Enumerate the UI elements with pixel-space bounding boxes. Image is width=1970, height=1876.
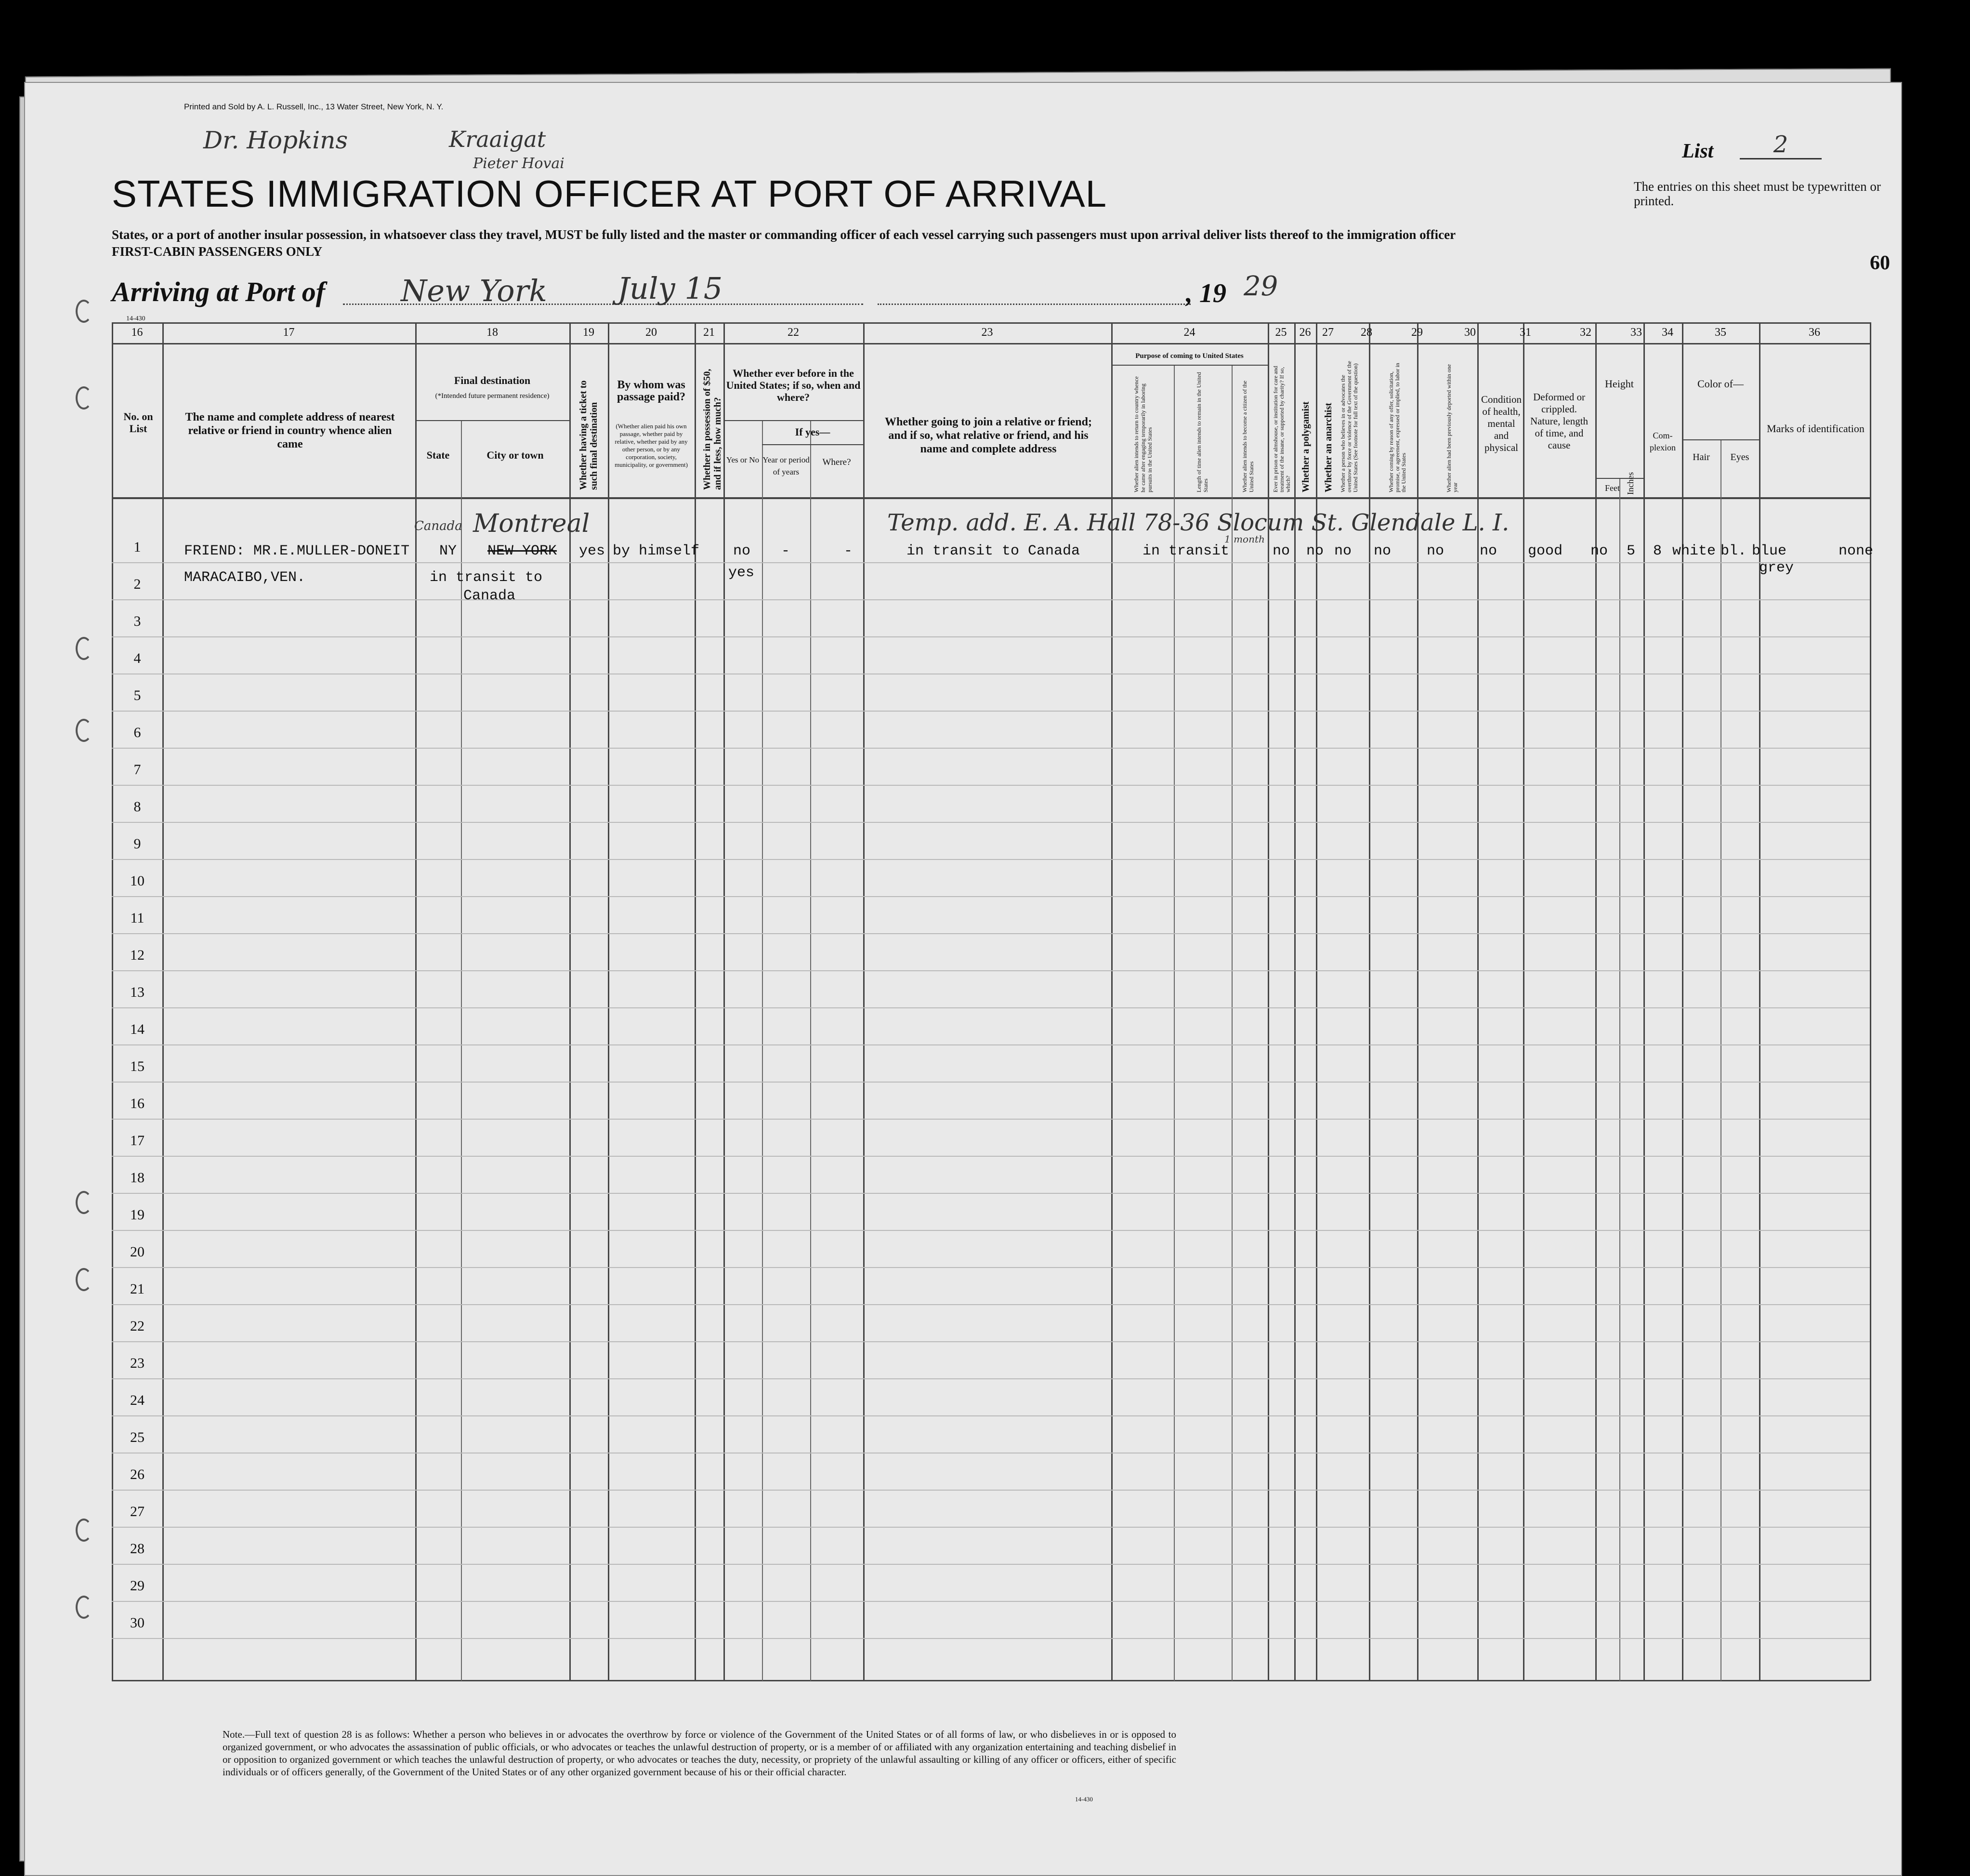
year-prefix: , 19 bbox=[1186, 278, 1226, 308]
arrival-date: July 15 bbox=[617, 271, 723, 306]
state-value: NY bbox=[439, 543, 457, 559]
row-number: 25 bbox=[130, 1429, 144, 1445]
state-handwritten: Canada bbox=[414, 519, 462, 533]
column-number: 30 bbox=[1464, 326, 1476, 339]
c29-value: no bbox=[1427, 543, 1445, 559]
possession-value: no bbox=[733, 543, 751, 559]
join-value: in transit to Canada bbox=[906, 543, 1080, 559]
name-annotation: Kraaigat bbox=[449, 126, 546, 152]
header-condition: Condition of health, mental and physical bbox=[1481, 394, 1522, 453]
row-number: 22 bbox=[130, 1318, 144, 1334]
row-line bbox=[112, 1007, 1870, 1008]
row-number: 11 bbox=[130, 910, 144, 926]
row-number: 3 bbox=[133, 613, 141, 629]
typewritten-note: The entries on this sheet must be typewritten or printed. bbox=[1634, 179, 1881, 208]
page-title: STATES IMMIGRATION OFFICER AT PORT OF ARRIVAL bbox=[112, 172, 1107, 215]
table-top-border bbox=[112, 322, 1870, 324]
c27-value: no bbox=[1334, 543, 1352, 559]
header-by-whom-paid: By whom was passage paid? bbox=[617, 379, 686, 403]
column-line bbox=[1643, 322, 1645, 1681]
header-join-relative: Whether going to join a relative or friend; and if so, what relative or friend, and his name and complete address bbox=[885, 416, 1092, 455]
column-number: 18 bbox=[486, 326, 498, 339]
binder-hole bbox=[76, 386, 92, 410]
printer-line: Printed and Sold by A. L. Russell, Inc., 13 Water Street, New York, N. Y. bbox=[184, 102, 444, 111]
column-number: 34 bbox=[1662, 326, 1673, 339]
header-contract: Whether coming by reason of any offer, solicitation, promise, or agreement, expressed or implied, to labor in the United States bbox=[1388, 363, 1407, 492]
header-marks: Marks of identification bbox=[1767, 423, 1865, 435]
marks-value: none bbox=[1839, 543, 1874, 559]
arriving-label: Arriving at Port of bbox=[112, 276, 326, 307]
c26-value: no bbox=[1306, 543, 1324, 559]
header-nearest-relative: The name and complete address of nearest relative or friend in country whence alien came bbox=[185, 411, 395, 450]
header-state: State bbox=[426, 449, 450, 461]
column-line bbox=[1595, 322, 1597, 1681]
header-complexion: Com-plexion bbox=[1650, 431, 1676, 452]
header-anarchist: Whether an anarchist bbox=[1323, 403, 1334, 492]
row-line bbox=[112, 1638, 1870, 1639]
footer-code: 14-430 bbox=[1075, 1796, 1093, 1803]
header-polygamist: Whether a polygamist bbox=[1300, 401, 1311, 492]
row-number: 19 bbox=[130, 1207, 144, 1223]
possession-value-2: yes bbox=[728, 565, 755, 581]
header-purpose: Purpose of coming to United States bbox=[1135, 352, 1244, 360]
header-by-whom-note: (Whether alien paid his own passage, whether paid by relative, whether paid by any other person, or by any corporation, society, municipality, or government) bbox=[615, 423, 688, 468]
row-number: 27 bbox=[130, 1504, 144, 1519]
header-no-on-list: No. on List bbox=[123, 410, 153, 435]
row-line bbox=[112, 1156, 1870, 1157]
row-number: 5 bbox=[133, 687, 141, 703]
row-line bbox=[112, 1490, 1870, 1491]
row-number: 24 bbox=[130, 1392, 144, 1408]
row-line bbox=[112, 1230, 1870, 1231]
name-annotation-2: Pieter Hovai bbox=[473, 155, 565, 172]
table-bottom-border bbox=[112, 1680, 1870, 1681]
column-line bbox=[863, 322, 865, 1681]
binder-hole bbox=[76, 1596, 92, 1619]
column-number: 19 bbox=[583, 326, 594, 339]
column-number: 24 bbox=[1183, 326, 1195, 339]
row-line bbox=[112, 562, 1870, 563]
row-number: 17 bbox=[130, 1133, 144, 1149]
city-line-2: in transit to bbox=[430, 569, 543, 586]
column-line bbox=[1759, 322, 1760, 1681]
column-line bbox=[1720, 439, 1721, 1681]
manifest-sheet bbox=[24, 82, 1902, 1876]
header-color-of: Color of— bbox=[1697, 378, 1744, 390]
header-purpose-b: Length of time alien intends to remain in the United States bbox=[1195, 372, 1209, 492]
header-possession-50: Whether in possession of $50, and if less, how much? bbox=[702, 369, 723, 490]
header-overthrow: Whether a person who believes in or advocates the overthrow by force or violence of the Government of the United States (See footnote for full text of the question) bbox=[1340, 361, 1359, 492]
deformed-value: no bbox=[1590, 543, 1608, 559]
header-eyes: Eyes bbox=[1730, 452, 1749, 462]
column-number: 26 bbox=[1299, 326, 1311, 339]
row-line bbox=[112, 748, 1870, 749]
row-number: 14 bbox=[130, 1021, 144, 1037]
row-line bbox=[112, 1527, 1870, 1528]
binder-hole bbox=[76, 1268, 92, 1291]
form-code: 14-430 bbox=[126, 315, 145, 322]
city-struck: NEW YORK bbox=[487, 543, 557, 559]
row-number: 20 bbox=[130, 1244, 144, 1260]
column-number: 21 bbox=[703, 326, 715, 339]
row-line bbox=[112, 1415, 1870, 1416]
column-number: 32 bbox=[1580, 326, 1591, 339]
city-handwritten: Montreal bbox=[473, 509, 590, 538]
column-line bbox=[1682, 322, 1683, 1681]
header-deported: Whether alien had been previously deported within one year bbox=[1445, 364, 1458, 492]
inches-value: 8 bbox=[1653, 543, 1662, 559]
row-number: 9 bbox=[133, 836, 141, 852]
binder-hole bbox=[76, 1191, 92, 1214]
subheader-line bbox=[1682, 439, 1759, 440]
row-number: 23 bbox=[130, 1355, 144, 1371]
row-line bbox=[112, 711, 1870, 712]
row-line bbox=[112, 1044, 1870, 1045]
column-number: 16 bbox=[131, 326, 143, 339]
row-number: 12 bbox=[130, 947, 144, 963]
list-number: 2 bbox=[1740, 131, 1822, 159]
eyes-value-2: grey bbox=[1759, 560, 1794, 576]
ticket-value: yes bbox=[579, 543, 605, 559]
row-number: 8 bbox=[133, 799, 141, 815]
row-number: 29 bbox=[130, 1578, 144, 1594]
row-number: 30 bbox=[130, 1615, 144, 1631]
column-line bbox=[1619, 478, 1620, 1681]
column-number: 25 bbox=[1275, 326, 1287, 339]
row-line bbox=[112, 1304, 1870, 1305]
column-line bbox=[810, 420, 811, 1681]
paid-by-value: by himself bbox=[613, 543, 700, 559]
subtitle: States, or a port of another insular possession, in whatsoever class they travel, MUST be fully listed and the master or commanding officer of each vessel carrying such passengers must upon arrival deliver lists thereof to the immigration officer bbox=[112, 227, 1456, 242]
column-line bbox=[695, 322, 696, 1681]
ever-before-where: - bbox=[844, 543, 853, 559]
subheader-line bbox=[723, 420, 863, 421]
subheader-line bbox=[415, 420, 569, 421]
header-where: Where? bbox=[822, 457, 851, 467]
eyes-value: blue bbox=[1752, 543, 1787, 559]
first-cabin-label: FIRST-CABIN PASSENGERS ONLY bbox=[112, 244, 323, 259]
column-number: 35 bbox=[1715, 326, 1726, 339]
c28-value: no bbox=[1374, 543, 1392, 559]
doctor-annotation: Dr. Hopkins bbox=[203, 126, 348, 154]
column-line bbox=[1523, 322, 1524, 1681]
row-number: 13 bbox=[130, 984, 144, 1000]
header-hair: Hair bbox=[1693, 452, 1710, 462]
row-line bbox=[112, 785, 1870, 786]
row-number: 4 bbox=[133, 650, 141, 666]
column-number: 29 bbox=[1411, 326, 1423, 339]
purpose-value: in transit bbox=[1143, 543, 1230, 559]
row-line bbox=[112, 1564, 1870, 1565]
list-label: List bbox=[1682, 140, 1714, 162]
header-height: Height bbox=[1605, 378, 1634, 390]
column-number: 23 bbox=[981, 326, 993, 339]
row-line bbox=[112, 1601, 1870, 1602]
row-number: 28 bbox=[130, 1541, 144, 1557]
row-number: 7 bbox=[133, 762, 141, 778]
column-line bbox=[1870, 322, 1871, 1681]
row-line bbox=[112, 599, 1870, 600]
row-number: 10 bbox=[130, 873, 144, 889]
binder-hole bbox=[76, 300, 92, 323]
header-bottom-border bbox=[112, 497, 1870, 499]
header-ever-before: Whether ever before in the United States; if so, when and where? bbox=[726, 367, 861, 403]
row-line bbox=[112, 822, 1870, 823]
row-line bbox=[112, 970, 1870, 971]
column-number: 22 bbox=[788, 326, 799, 339]
header-inches: Inches bbox=[1626, 472, 1635, 495]
header-yes-or-no: Yes or No bbox=[726, 455, 760, 464]
row-number: 21 bbox=[130, 1281, 144, 1297]
relative-line-2: MARACAIBO,VEN. bbox=[184, 569, 306, 586]
subheader-line bbox=[1111, 365, 1268, 366]
feet-value: 5 bbox=[1627, 543, 1636, 559]
binder-hole bbox=[76, 637, 92, 660]
header-year-period: Year or period of years bbox=[762, 455, 810, 476]
row-number: 26 bbox=[130, 1466, 144, 1482]
column-number: 28 bbox=[1361, 326, 1372, 339]
header-deformed: Deformed or crippled. Nature, length of time, and cause bbox=[1530, 391, 1589, 451]
year-suffix: 29 bbox=[1244, 271, 1278, 302]
city-line-3: Canada bbox=[463, 588, 516, 604]
relative-line-1: FRIEND: MR.E.MULLER-DONEIT bbox=[184, 543, 410, 559]
column-number: 17 bbox=[283, 326, 295, 339]
header-final-destination-note: (*Intended future permanent residence) bbox=[435, 392, 550, 400]
header-feet: Feet bbox=[1605, 483, 1620, 493]
binder-hole bbox=[76, 1519, 92, 1542]
column-number: 33 bbox=[1630, 326, 1642, 339]
column-number-border bbox=[112, 343, 1870, 344]
column-line bbox=[762, 420, 763, 1681]
header-city: City or town bbox=[486, 449, 544, 461]
port: New York bbox=[401, 273, 547, 308]
row-number: 15 bbox=[130, 1058, 144, 1074]
row-number: 6 bbox=[133, 725, 141, 740]
c30-value: no bbox=[1480, 543, 1497, 559]
row-number: 1 bbox=[133, 539, 141, 555]
health-value: good bbox=[1528, 543, 1563, 559]
page-number: 60 bbox=[1870, 252, 1890, 274]
column-number: 20 bbox=[645, 326, 657, 339]
c25-value: no bbox=[1273, 543, 1290, 559]
temporary-address: Temp. add. E. A. Hall 78-36 Slocum St. Glendale L. I. bbox=[887, 509, 1510, 536]
row-line bbox=[112, 933, 1870, 934]
column-number: 31 bbox=[1520, 326, 1531, 339]
header-purpose-a: Whether alien intends to return to country whence he came after engaging temporarily in laboring pursuits in the United States bbox=[1133, 376, 1153, 492]
row-line bbox=[112, 1082, 1870, 1083]
column-line bbox=[608, 322, 609, 1681]
complexion-value: white bbox=[1672, 543, 1716, 559]
date-line bbox=[878, 304, 1191, 305]
one-month-note: 1 month bbox=[1224, 533, 1265, 545]
row-line bbox=[112, 1119, 1870, 1120]
column-line bbox=[461, 420, 462, 1681]
header-if-yes: If yes— bbox=[795, 426, 830, 438]
header-purpose-c: Whether alien intends to become a citizen of the United States bbox=[1241, 381, 1255, 492]
column-line bbox=[723, 322, 725, 1681]
row-line bbox=[112, 1378, 1870, 1379]
binder-hole bbox=[76, 719, 92, 742]
row-line bbox=[112, 636, 1870, 637]
header-final-destination: Final destination bbox=[454, 374, 531, 386]
row-line bbox=[112, 1341, 1870, 1342]
subheader-line bbox=[1595, 478, 1643, 479]
row-line bbox=[112, 1267, 1870, 1268]
row-number: 16 bbox=[130, 1096, 144, 1111]
column-number: 27 bbox=[1322, 326, 1334, 339]
header-prison: Ever in prison or almshouse, or institution for care and treatment of the insane, or supported by charity? If so, which? bbox=[1272, 366, 1291, 492]
row-line bbox=[112, 1193, 1870, 1194]
subheader-line bbox=[762, 444, 863, 445]
row-line bbox=[112, 859, 1870, 860]
hair-value: bl. bbox=[1720, 543, 1747, 559]
footnote: Note.—Full text of question 28 is as follows: Whether a person who believes in or advocates the overthrow by force or violence of the Government of the United States or of all forms of law, or who disbelieves in or is opposed to organized government, or who advocates the assassination of public officials, or who advocates or teaches the unlawful destruction of property, or is a member of or affiliated with any organization entertaining and teaching disbelief in or opposition to organized government or which teaches the unlawful destruction of property, or who advocates or teaches the duty, necessity, or propriety of the unlawful assaulting or killing of any officer or officers, either of specific individuals or of officers generally, of the Government of the United States or of any other organized government because of his or their official character. bbox=[223, 1729, 1176, 1778]
row-number: 2 bbox=[133, 576, 141, 592]
header-ticket: Whether having a ticket to such final destination bbox=[578, 380, 599, 490]
row-number: 18 bbox=[130, 1170, 144, 1186]
column-number: 36 bbox=[1809, 326, 1820, 339]
ever-before-year: - bbox=[781, 543, 790, 559]
row-line bbox=[112, 896, 1870, 897]
